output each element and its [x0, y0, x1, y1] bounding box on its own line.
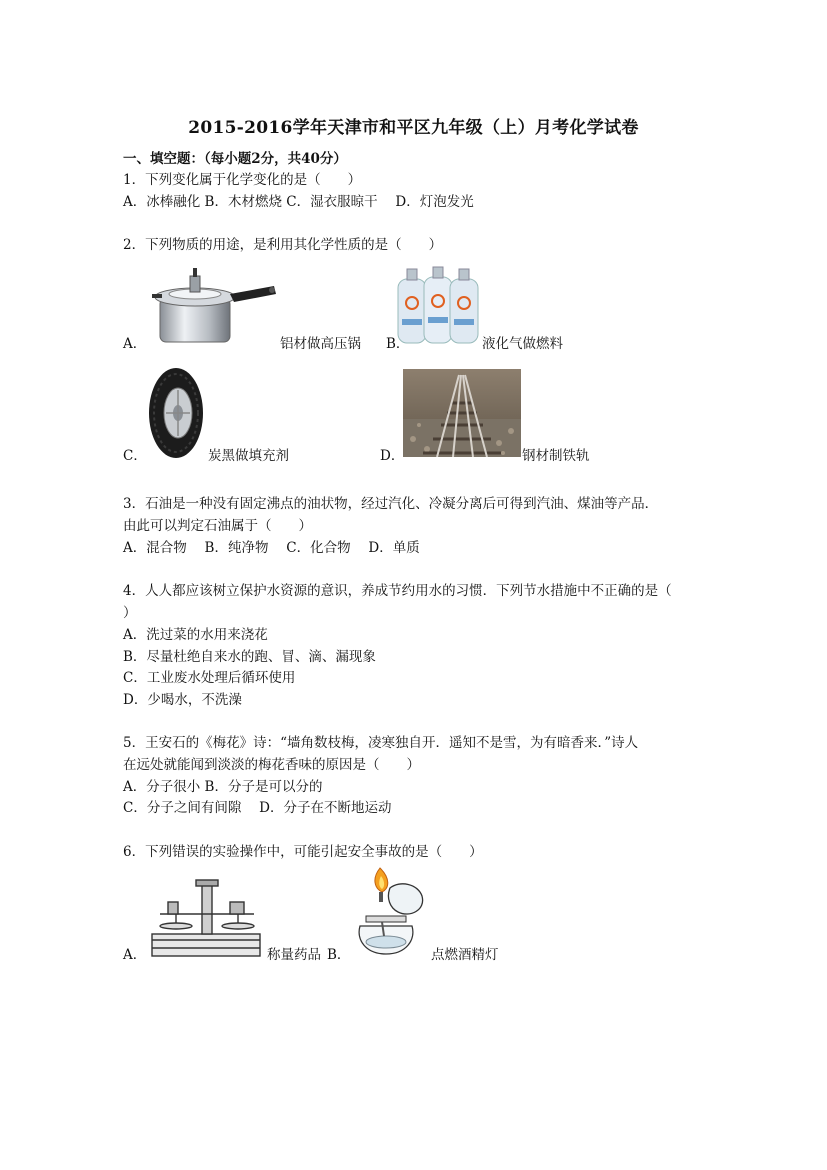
q6-a-text: 称量药品: [267, 947, 321, 963]
q6-b-text: 点燃酒精灯: [431, 947, 499, 963]
q2-a-text: 铝材做高压锅: [280, 336, 361, 352]
alcohol-lamp-image: [346, 866, 428, 958]
q2-b-letter: B．: [386, 336, 410, 352]
q2-c-text: 炭黑做填充剂: [208, 448, 289, 464]
q6-a-letter: A．: [123, 947, 147, 963]
q5-stem-line2: 在远处就能闻到淡淡的梅花香味的原因是（ ）: [123, 757, 420, 773]
q4-option-a: A．洗过菜的水用来浇花: [123, 627, 268, 643]
q4-option-c: C．工业废水处理后循环使用: [123, 670, 296, 686]
q3-stem-line2: 由此可以判定石油属于（ ）: [123, 518, 312, 534]
q1-options: A．冰棒融化 B．木材燃烧 C．湿衣服晾干 D．灯泡发光: [123, 194, 474, 210]
section-heading: 一、填空题：（每小题2分，共40分）: [123, 151, 347, 167]
q2-b-text: 液化气做燃料: [482, 336, 563, 352]
pressure-cooker-image: [146, 264, 280, 348]
q4-stem-line1: 4．人人都应该树立保护水资源的意识，养成节约用水的习惯．下列节水措施中不正确的是（: [123, 583, 672, 599]
q5-stem-line1: 5．王安石的《梅花》诗：“墙角数枝梅，凌寒独自开．遥知不是雪，为有暗香来．”诗人: [123, 735, 639, 751]
q2-stem: 2．下列物质的用途，是利用其化学性质的是（ ）: [123, 237, 443, 253]
tire-image: [146, 366, 206, 460]
q3-options: A．混合物 B．纯净物 C．化合物 D．单质: [123, 540, 420, 556]
q4-option-b: B．尽量杜绝自来水的跑、冒、滴、漏现象: [123, 649, 376, 665]
page-title: 2015-2016学年天津市和平区九年级（上）月考化学试卷: [188, 118, 639, 138]
q3-stem-line1: 3．石油是一种没有固定沸点的油状物，经过汽化、冷凝分离后可得到汽油、煤油等产品．: [123, 496, 659, 512]
railway-track-image: [403, 369, 521, 457]
q2-d-letter: D．: [380, 448, 405, 464]
q5-options-line2: C．分子之间有间隙 D．分子在不断地运动: [123, 800, 392, 816]
q6-b-letter: B．: [327, 947, 351, 963]
balance-scale-image: [146, 878, 266, 960]
q2-a-letter: A．: [123, 336, 147, 352]
q2-d-text: 钢材制铁轨: [522, 448, 590, 464]
q4-stem-line2: ）: [123, 605, 137, 621]
q2-c-letter: C．: [123, 448, 147, 464]
q4-option-d: D．少喝水，不洗澡: [123, 692, 242, 708]
q1-stem: 1．下列变化属于化学变化的是（ ）: [123, 172, 362, 188]
q6-stem: 6．下列错误的实验操作中，可能引起安全事故的是（ ）: [123, 844, 483, 860]
q5-options-line1: A．分子很小 B．分子是可以分的: [123, 779, 323, 795]
